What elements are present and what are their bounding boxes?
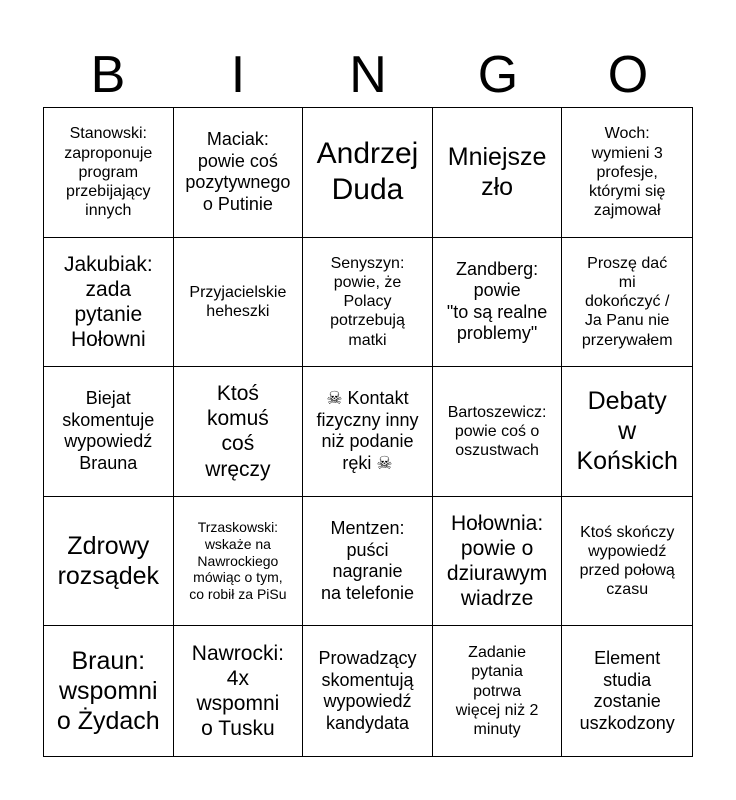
bingo-cell[interactable]: [303, 497, 433, 627]
header-letter-n: N: [349, 46, 387, 104]
bingo-cell[interactable]: [303, 367, 433, 497]
header-letter-o: O: [607, 46, 649, 104]
header-letter-i: I: [230, 46, 246, 104]
bingo-cell[interactable]: [44, 108, 174, 238]
bingo-cell[interactable]: [174, 238, 304, 368]
cell-text: Hołownia: powie o dziurawym wiadrze: [446, 511, 548, 611]
cell-text: Woch: wymieni 3 profesje, którymi się zajmował: [588, 125, 666, 220]
cell-text: Bartoszewicz: powie coś o oszustwach: [447, 403, 547, 460]
cell-text: Andrzej Duda: [316, 137, 419, 207]
cell-text: Ktoś skończy wypowiedź przed połową czasu: [579, 523, 675, 599]
cell-text: Braun: wspomni o Żydach: [56, 647, 160, 736]
bingo-cell[interactable]: [44, 626, 174, 756]
cell-text: Jakubiak: zada pytanie Hołowni: [63, 252, 153, 352]
cell-text: Proszę dać mi dokończyć / Ja Panu nie przerywałem: [581, 254, 673, 349]
cell-text: Maciak: powie coś pozytywnego o Putinie: [185, 129, 291, 214]
bingo-cell[interactable]: [433, 626, 563, 756]
bingo-cell[interactable]: [562, 238, 692, 368]
bingo-cell[interactable]: [44, 238, 174, 368]
cell-text: Ktoś komuś coś wręczy: [205, 382, 271, 481]
cell-text: ☠ Kontakt fizyczny inny niż podanie ręki ☠: [316, 388, 419, 474]
cell-text: Biejat skomentuje wypowiedź Brauna: [62, 388, 155, 474]
bingo-cell[interactable]: [303, 238, 433, 368]
cell-text: Zadanie pytania potrwa więcej niż 2 minuty: [455, 644, 539, 738]
bingo-cell[interactable]: [562, 626, 692, 756]
bingo-cell[interactable]: [174, 497, 304, 627]
cell-text: Stanowski: zaproponuje program przebijający innych: [64, 125, 153, 220]
bingo-cell[interactable]: [433, 238, 563, 368]
cell-text: Mniejsze zło: [447, 143, 547, 202]
bingo-cell[interactable]: [562, 367, 692, 497]
bingo-cell[interactable]: [174, 367, 304, 497]
cell-text: Senyszyn: powie, że Polacy potrzebują matki: [330, 254, 405, 349]
bingo-cell[interactable]: [433, 108, 563, 238]
header-letter-g: G: [477, 46, 519, 104]
bingo-cell[interactable]: [174, 626, 304, 756]
cell-text: Debaty w Końskich: [576, 387, 678, 476]
cell-text: Element studia zostanie uszkodzony: [579, 648, 675, 733]
cell-text: Przyjacielskie heheszki: [189, 283, 287, 320]
cell-text: Mentzen: puści nagranie na telefonie: [320, 517, 415, 603]
bingo-grid: [43, 107, 693, 757]
bingo-header: [43, 42, 693, 108]
bingo-cell[interactable]: [562, 497, 692, 627]
bingo-cell[interactable]: [433, 367, 563, 497]
bingo-cell[interactable]: [44, 367, 174, 497]
bingo-cell[interactable]: [174, 108, 304, 238]
cell-text: Trzaskowski: wskaże na Nawrockiego mówiąc o tym, co robił za PiSu: [189, 519, 287, 603]
bingo-cell[interactable]: [562, 108, 692, 238]
cell-text: Zdrowy rozsądek: [57, 532, 160, 591]
cell-text: Nawrocki: 4x wspomni o Tusku: [191, 641, 284, 741]
cell-text: Prowadzący skomentują wypowiedź kandydata: [318, 648, 417, 733]
bingo-cell[interactable]: [433, 497, 563, 627]
bingo-cell[interactable]: [44, 497, 174, 627]
bingo-cell[interactable]: [303, 626, 433, 756]
header-letter-b: B: [90, 46, 126, 104]
cell-text: Zandberg: powie "to są realne problemy": [446, 258, 548, 344]
bingo-cell[interactable]: [303, 108, 433, 238]
